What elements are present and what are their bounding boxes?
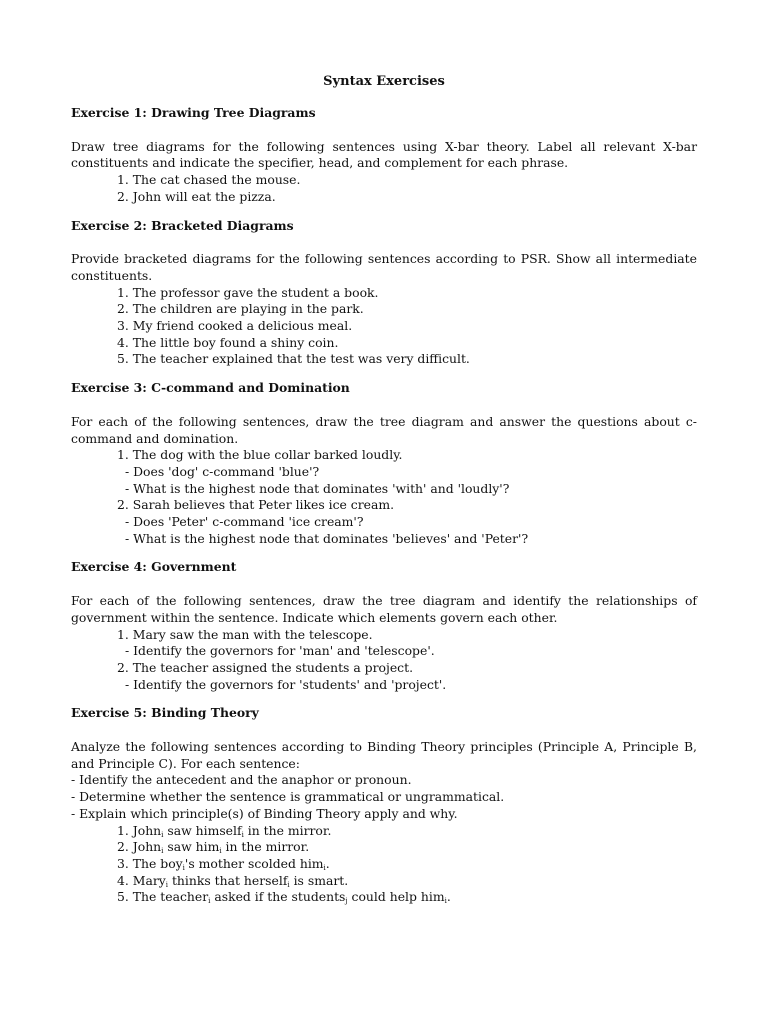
list-item: 2. John will eat the pizza.: [117, 188, 276, 204]
binding-sentence: 1. John$_i$ saw himself$_i$ in the mirror.: [117, 822, 332, 839]
list-item: 1. The cat chased the mouse.: [117, 172, 301, 188]
question-item: - Does 'dog' c-command 'blue'?: [125, 463, 320, 479]
list-item: 4. The little boy found a shiny coin.: [117, 334, 339, 350]
list-item: 1. The dog with the blue collar barked loudly.: [117, 447, 403, 463]
list-item: 5. The teacher explained that the test was very difficult.: [117, 351, 470, 367]
binding-sentence: 5. The teacher$_i$ asked if the students$_j$ could help him$_i$.: [117, 889, 451, 906]
exercise-heading: Exercise 2: Bracketed Diagrams: [71, 217, 294, 233]
document-body: [71, 105, 697, 906]
task-item: - Explain which principle(s) of Binding Theory apply and why.: [71, 805, 458, 821]
question-item: - What is the highest node that dominates 'with' and 'loudly'?: [125, 480, 510, 496]
question-item: - Identify the governors for 'students' and 'project'.: [125, 676, 447, 692]
list-item: 2. The children are playing in the park.: [117, 301, 364, 317]
exercise-5: [71, 705, 697, 906]
exercise-heading: Exercise 5: Binding Theory: [71, 705, 259, 721]
list-item: 2. Sarah believes that Peter likes ice cream.: [117, 497, 395, 513]
exercise-1: [71, 105, 697, 206]
exercise-3: [71, 380, 697, 547]
task-item: - Determine whether the sentence is grammatical or ungrammatical.: [71, 789, 505, 805]
exercise-heading: Exercise 4: Government: [71, 559, 237, 575]
question-item: - Does 'Peter' c-command 'ice cream'?: [125, 514, 364, 530]
page-title: Syntax Exercises: [323, 74, 445, 89]
exercise-instructions: For each of the following sentences, draw the tree diagram and identify the relationships of government within the sentence. Indicate which elements govern each other.: [71, 593, 697, 625]
list-item: 2. The teacher assigned the students a project.: [117, 659, 414, 675]
binding-sentence: 2. John$_i$ saw him$_i$ in the mirror.: [117, 839, 310, 856]
task-item: - Identify the antecedent and the anaphor or pronoun.: [71, 772, 412, 788]
exercise-4: [71, 559, 697, 693]
exercise-instructions: For each of the following sentences, draw the tree diagram and answer the questions about c-command and domination.: [71, 413, 697, 446]
list-item: 1. Mary saw the man with the telescope.: [117, 626, 373, 642]
exercise-instructions: Provide bracketed diagrams for the following sentences according to PSR. Show all intermediate constituents.: [71, 251, 697, 283]
list-item: 1. The professor gave the student a book.: [117, 284, 379, 300]
binding-sentence: 3. The boy$_i$'s mother scolded him$_i$.: [117, 855, 330, 872]
exercise-instructions: Draw tree diagrams for the following sentences using X-bar theory. Label all relevant X-bar constituents and indicate the specifier, head, and complement for each phrase.: [71, 138, 697, 171]
question-item: - What is the highest node that dominates 'believes' and 'Peter'?: [125, 530, 529, 546]
exercise-heading: Exercise 3: C-command and Domination: [71, 380, 350, 396]
list-item: 3. My friend cooked a delicious meal.: [117, 318, 353, 333]
question-item: - Identify the governors for 'man' and 'telescope'.: [125, 643, 435, 659]
exercise-instructions: Analyze the following sentences according to Binding Theory principles (Principle A, Principle B, and Principle C). For each sentence:: [71, 739, 697, 771]
exercise-2: [71, 218, 697, 369]
binding-sentence: 4. Mary$_i$ thinks that herself$_i$ is smart.: [117, 872, 349, 889]
exercise-heading: Exercise 1: Drawing Tree Diagrams: [71, 105, 316, 120]
